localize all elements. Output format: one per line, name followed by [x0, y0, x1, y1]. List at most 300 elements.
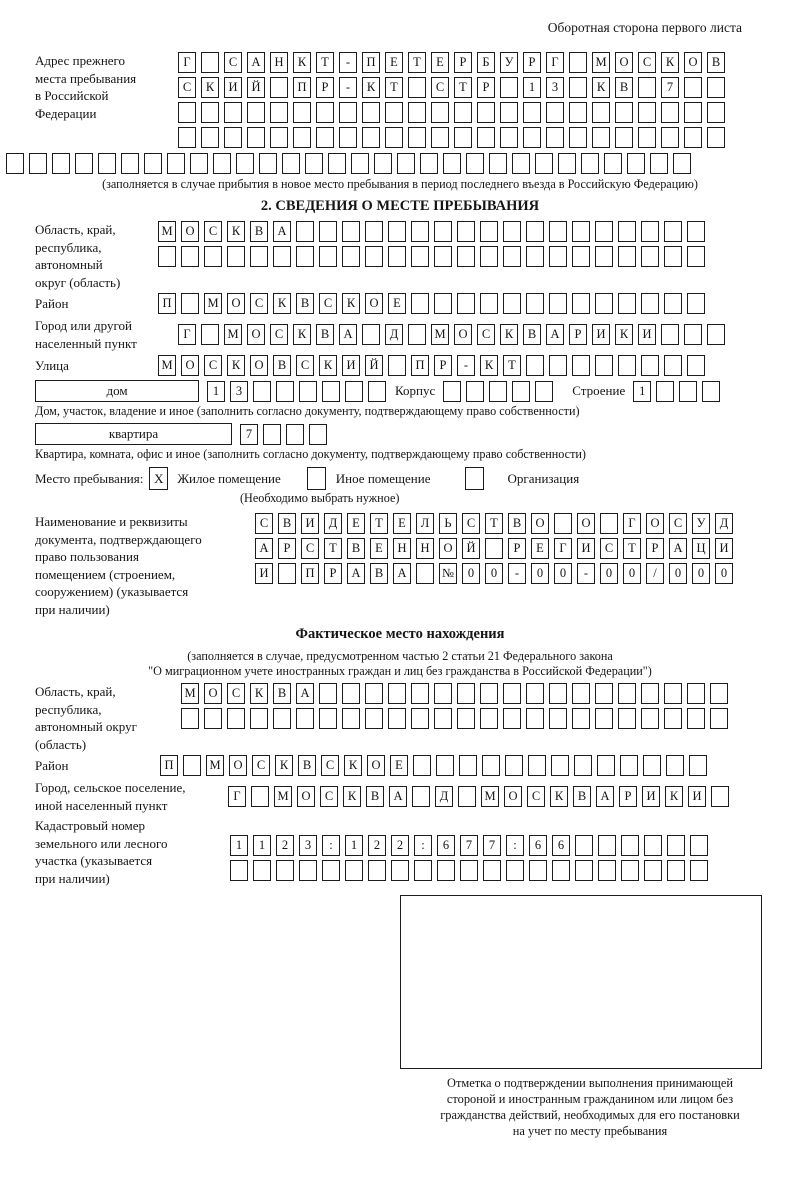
char-box-empty[interactable]: [666, 755, 684, 776]
char-box-filled[interactable]: О: [531, 513, 549, 534]
char-box-empty[interactable]: [270, 102, 288, 123]
char-box-filled[interactable]: 0: [600, 563, 618, 584]
char-box-empty[interactable]: [293, 102, 311, 123]
char-box-filled[interactable]: С: [250, 293, 268, 314]
char-box-empty[interactable]: [368, 860, 386, 881]
char-box-filled[interactable]: П: [362, 52, 380, 73]
char-box-filled[interactable]: В: [296, 293, 314, 314]
char-box-filled[interactable]: 3: [546, 77, 564, 98]
char-box-empty[interactable]: [664, 293, 682, 314]
char-box-empty[interactable]: [434, 293, 452, 314]
char-box-empty[interactable]: [391, 860, 409, 881]
char-box-empty[interactable]: [204, 246, 222, 267]
char-box-filled[interactable]: 7: [240, 424, 258, 445]
char-box-filled[interactable]: В: [250, 221, 268, 242]
char-box-empty[interactable]: [595, 683, 613, 704]
char-box-empty[interactable]: [618, 246, 636, 267]
char-box-filled[interactable]: М: [592, 52, 610, 73]
char-box-filled[interactable]: -: [577, 563, 595, 584]
char-box-filled[interactable]: М: [224, 324, 242, 345]
char-box-empty[interactable]: [273, 246, 291, 267]
char-box-empty[interactable]: [687, 246, 705, 267]
char-box-filled[interactable]: О: [365, 293, 383, 314]
char-box-empty[interactable]: [388, 708, 406, 729]
char-box-empty[interactable]: [247, 102, 265, 123]
char-box-empty[interactable]: [526, 708, 544, 729]
char-box-empty[interactable]: [213, 153, 231, 174]
char-box-empty[interactable]: [413, 755, 431, 776]
char-box-empty[interactable]: [457, 246, 475, 267]
char-box-filled[interactable]: Д: [435, 786, 453, 807]
char-box-empty[interactable]: [664, 246, 682, 267]
char-box-filled[interactable]: Г: [178, 324, 196, 345]
char-box-empty[interactable]: [638, 77, 656, 98]
char-box-empty[interactable]: [707, 77, 725, 98]
char-box-empty[interactable]: [183, 755, 201, 776]
char-box-empty[interactable]: [667, 835, 685, 856]
char-box-empty[interactable]: [345, 860, 363, 881]
char-box-filled[interactable]: К: [480, 355, 498, 376]
char-box-filled[interactable]: 0: [715, 563, 733, 584]
char-box-filled[interactable]: А: [273, 221, 291, 242]
char-box-empty[interactable]: [443, 153, 461, 174]
char-box-filled[interactable]: М: [431, 324, 449, 345]
char-box-filled[interactable]: /: [646, 563, 664, 584]
char-box-filled[interactable]: Г: [178, 52, 196, 73]
char-box-empty[interactable]: [420, 153, 438, 174]
char-box-filled[interactable]: 1: [523, 77, 541, 98]
char-box-empty[interactable]: [227, 246, 245, 267]
char-box-empty[interactable]: [689, 755, 707, 776]
char-box-filled[interactable]: О: [227, 293, 245, 314]
char-box-empty[interactable]: [526, 355, 544, 376]
char-box-filled[interactable]: К: [293, 324, 311, 345]
char-box-filled[interactable]: К: [293, 52, 311, 73]
char-box-filled[interactable]: 2: [276, 835, 294, 856]
char-box-filled[interactable]: С: [431, 77, 449, 98]
char-box-filled[interactable]: Р: [454, 52, 472, 73]
char-box-filled[interactable]: С: [462, 513, 480, 534]
char-box-empty[interactable]: [684, 102, 702, 123]
char-box-filled[interactable]: 6: [552, 835, 570, 856]
char-box-empty[interactable]: [627, 153, 645, 174]
char-box-filled[interactable]: И: [642, 786, 660, 807]
char-box-empty[interactable]: [664, 708, 682, 729]
char-box-filled[interactable]: С: [321, 755, 339, 776]
char-box-empty[interactable]: [618, 355, 636, 376]
char-box-empty[interactable]: [595, 708, 613, 729]
char-box-empty[interactable]: [572, 293, 590, 314]
char-box-empty[interactable]: [618, 708, 636, 729]
char-box-empty[interactable]: [558, 153, 576, 174]
char-box-empty[interactable]: [549, 708, 567, 729]
char-box-filled[interactable]: Е: [431, 52, 449, 73]
char-box-filled[interactable]: Й: [247, 77, 265, 98]
char-box-filled[interactable]: Б: [477, 52, 495, 73]
char-box-filled[interactable]: М: [206, 755, 224, 776]
char-box-filled[interactable]: С: [669, 513, 687, 534]
char-box-filled[interactable]: С: [477, 324, 495, 345]
char-box-filled[interactable]: А: [255, 538, 273, 559]
char-box-empty[interactable]: [416, 563, 434, 584]
char-box-filled[interactable]: М: [274, 786, 292, 807]
char-box-empty[interactable]: [667, 860, 685, 881]
char-box-empty[interactable]: [581, 153, 599, 174]
char-box-filled[interactable]: С: [204, 355, 222, 376]
char-box-filled[interactable]: С: [178, 77, 196, 98]
char-box-empty[interactable]: [322, 381, 340, 402]
char-box-filled[interactable]: С: [252, 755, 270, 776]
char-box-empty[interactable]: [459, 755, 477, 776]
char-box-filled[interactable]: О: [181, 221, 199, 242]
char-box-filled[interactable]: 0: [485, 563, 503, 584]
char-box-empty[interactable]: [575, 860, 593, 881]
char-box-empty[interactable]: [52, 153, 70, 174]
char-box-empty[interactable]: [549, 246, 567, 267]
char-box-filled[interactable]: В: [573, 786, 591, 807]
char-box-filled[interactable]: У: [500, 52, 518, 73]
char-box-empty[interactable]: [687, 221, 705, 242]
char-box-filled[interactable]: :: [322, 835, 340, 856]
char-box-filled[interactable]: П: [158, 293, 176, 314]
char-box-filled[interactable]: Р: [508, 538, 526, 559]
char-box-empty[interactable]: [457, 221, 475, 242]
char-box-filled[interactable]: -: [339, 52, 357, 73]
char-box-empty[interactable]: [443, 381, 461, 402]
checkbox-organizatsiya[interactable]: [465, 467, 484, 490]
char-box-empty[interactable]: [661, 127, 679, 148]
char-box-filled[interactable]: О: [250, 355, 268, 376]
char-box-filled[interactable]: О: [204, 683, 222, 704]
char-box-filled[interactable]: М: [204, 293, 222, 314]
char-box-filled[interactable]: Л: [416, 513, 434, 534]
char-box-filled[interactable]: Е: [347, 513, 365, 534]
char-box-empty[interactable]: [362, 127, 380, 148]
char-box-filled[interactable]: О: [247, 324, 265, 345]
char-box-empty[interactable]: [411, 246, 429, 267]
char-box-filled[interactable]: О: [367, 755, 385, 776]
char-box-empty[interactable]: [664, 683, 682, 704]
char-box-filled[interactable]: Е: [393, 513, 411, 534]
char-box-empty[interactable]: [526, 246, 544, 267]
char-box-empty[interactable]: [500, 77, 518, 98]
char-box-empty[interactable]: [98, 153, 116, 174]
char-box-empty[interactable]: [618, 683, 636, 704]
char-box-empty[interactable]: [299, 381, 317, 402]
char-box-filled[interactable]: К: [500, 324, 518, 345]
char-box-empty[interactable]: [362, 102, 380, 123]
char-box-empty[interactable]: [6, 153, 24, 174]
char-box-filled[interactable]: В: [316, 324, 334, 345]
char-box-empty[interactable]: [319, 683, 337, 704]
char-box-empty[interactable]: [397, 153, 415, 174]
char-box-filled[interactable]: Т: [408, 52, 426, 73]
char-box-empty[interactable]: [270, 127, 288, 148]
char-box-empty[interactable]: [434, 708, 452, 729]
char-box-empty[interactable]: [551, 755, 569, 776]
char-box-empty[interactable]: [595, 293, 613, 314]
char-box-filled[interactable]: Р: [523, 52, 541, 73]
char-box-empty[interactable]: [664, 355, 682, 376]
char-box-empty[interactable]: [190, 153, 208, 174]
char-box-filled[interactable]: И: [715, 538, 733, 559]
char-box-empty[interactable]: [224, 127, 242, 148]
char-box-empty[interactable]: [546, 127, 564, 148]
char-box-filled[interactable]: С: [600, 538, 618, 559]
char-box-empty[interactable]: [319, 221, 337, 242]
char-box-filled[interactable]: А: [596, 786, 614, 807]
char-box-empty[interactable]: [201, 324, 219, 345]
char-box-filled[interactable]: П: [160, 755, 178, 776]
char-box-filled[interactable]: Г: [623, 513, 641, 534]
char-box-empty[interactable]: [342, 221, 360, 242]
char-box-filled[interactable]: С: [319, 293, 337, 314]
char-box-empty[interactable]: [503, 708, 521, 729]
char-box-empty[interactable]: [485, 538, 503, 559]
char-box-empty[interactable]: [273, 708, 291, 729]
char-box-empty[interactable]: [368, 381, 386, 402]
char-box-filled[interactable]: В: [273, 355, 291, 376]
char-box-empty[interactable]: [454, 102, 472, 123]
char-box-empty[interactable]: [411, 683, 429, 704]
char-box-empty[interactable]: [457, 293, 475, 314]
char-box-filled[interactable]: 0: [692, 563, 710, 584]
char-box-empty[interactable]: [526, 293, 544, 314]
char-box-empty[interactable]: [431, 127, 449, 148]
char-box-filled[interactable]: К: [343, 786, 361, 807]
char-box-empty[interactable]: [480, 708, 498, 729]
char-box-empty[interactable]: [641, 355, 659, 376]
char-box-empty[interactable]: [549, 355, 567, 376]
char-box-empty[interactable]: [299, 860, 317, 881]
char-box-empty[interactable]: [687, 683, 705, 704]
char-box-empty[interactable]: [595, 355, 613, 376]
char-box-filled[interactable]: С: [227, 683, 245, 704]
char-box-empty[interactable]: [414, 860, 432, 881]
char-box-empty[interactable]: [296, 246, 314, 267]
char-box-empty[interactable]: [342, 708, 360, 729]
char-box-filled[interactable]: И: [592, 324, 610, 345]
char-box-filled[interactable]: К: [319, 355, 337, 376]
char-box-empty[interactable]: [523, 102, 541, 123]
char-box-filled[interactable]: 0: [554, 563, 572, 584]
char-box-empty[interactable]: [276, 860, 294, 881]
char-box-filled[interactable]: И: [224, 77, 242, 98]
char-box-filled[interactable]: 7: [661, 77, 679, 98]
char-box-filled[interactable]: Р: [569, 324, 587, 345]
char-box-empty[interactable]: [457, 683, 475, 704]
char-box-empty[interactable]: [572, 221, 590, 242]
char-box-empty[interactable]: [305, 153, 323, 174]
char-box-empty[interactable]: [408, 127, 426, 148]
char-box-filled[interactable]: О: [504, 786, 522, 807]
char-box-filled[interactable]: О: [297, 786, 315, 807]
char-box-empty[interactable]: [224, 102, 242, 123]
char-box-empty[interactable]: [437, 860, 455, 881]
char-box-empty[interactable]: [687, 293, 705, 314]
char-box-empty[interactable]: [604, 153, 622, 174]
char-box-empty[interactable]: [408, 77, 426, 98]
char-box-empty[interactable]: [259, 153, 277, 174]
char-box-filled[interactable]: 3: [230, 381, 248, 402]
char-box-empty[interactable]: [592, 127, 610, 148]
char-box-filled[interactable]: Е: [390, 755, 408, 776]
char-box-empty[interactable]: [181, 708, 199, 729]
char-box-filled[interactable]: С: [296, 355, 314, 376]
char-box-empty[interactable]: [339, 127, 357, 148]
char-box-filled[interactable]: М: [158, 355, 176, 376]
char-box-filled[interactable]: Р: [324, 563, 342, 584]
char-box-filled[interactable]: Т: [385, 77, 403, 98]
char-box-empty[interactable]: [322, 860, 340, 881]
char-box-empty[interactable]: [641, 683, 659, 704]
char-box-filled[interactable]: К: [250, 683, 268, 704]
char-box-empty[interactable]: [615, 102, 633, 123]
char-box-empty[interactable]: [286, 424, 304, 445]
char-box-empty[interactable]: [339, 102, 357, 123]
char-box-filled[interactable]: У: [692, 513, 710, 534]
char-box-empty[interactable]: [569, 77, 587, 98]
char-box-empty[interactable]: [328, 153, 346, 174]
char-box-empty[interactable]: [618, 221, 636, 242]
char-box-filled[interactable]: К: [665, 786, 683, 807]
char-box-empty[interactable]: [710, 708, 728, 729]
char-box-empty[interactable]: [251, 786, 269, 807]
char-box-empty[interactable]: [621, 860, 639, 881]
checkbox-inoe-pomeshchenie[interactable]: [307, 467, 326, 490]
char-box-filled[interactable]: Е: [385, 52, 403, 73]
char-box-empty[interactable]: [316, 102, 334, 123]
char-box-empty[interactable]: [641, 708, 659, 729]
char-box-empty[interactable]: [454, 127, 472, 148]
char-box-filled[interactable]: Т: [485, 513, 503, 534]
char-box-empty[interactable]: [230, 860, 248, 881]
char-box-filled[interactable]: Г: [554, 538, 572, 559]
char-box-filled[interactable]: Р: [316, 77, 334, 98]
char-box-empty[interactable]: [500, 102, 518, 123]
char-box-filled[interactable]: П: [411, 355, 429, 376]
char-box-empty[interactable]: [572, 246, 590, 267]
char-box-empty[interactable]: [158, 246, 176, 267]
char-box-empty[interactable]: [201, 102, 219, 123]
char-box-empty[interactable]: [615, 127, 633, 148]
char-box-empty[interactable]: [412, 786, 430, 807]
char-box-filled[interactable]: А: [669, 538, 687, 559]
char-box-filled[interactable]: В: [278, 513, 296, 534]
char-box-empty[interactable]: [365, 246, 383, 267]
char-box-filled[interactable]: К: [362, 77, 380, 98]
char-box-filled[interactable]: В: [347, 538, 365, 559]
char-box-empty[interactable]: [656, 381, 674, 402]
char-box-empty[interactable]: [477, 127, 495, 148]
char-box-filled[interactable]: Й: [365, 355, 383, 376]
char-box-filled[interactable]: О: [229, 755, 247, 776]
char-box-empty[interactable]: [598, 860, 616, 881]
char-box-filled[interactable]: О: [439, 538, 457, 559]
char-box-empty[interactable]: [365, 221, 383, 242]
char-box-empty[interactable]: [434, 683, 452, 704]
char-box-empty[interactable]: [293, 127, 311, 148]
char-box-empty[interactable]: [638, 127, 656, 148]
char-box-empty[interactable]: [385, 127, 403, 148]
char-box-empty[interactable]: [503, 293, 521, 314]
char-box-filled[interactable]: 1: [253, 835, 271, 856]
char-box-empty[interactable]: [181, 293, 199, 314]
char-box-empty[interactable]: [503, 683, 521, 704]
char-box-empty[interactable]: [572, 683, 590, 704]
char-box-empty[interactable]: [342, 683, 360, 704]
char-box-filled[interactable]: И: [638, 324, 656, 345]
char-box-empty[interactable]: [549, 293, 567, 314]
char-box-empty[interactable]: [503, 221, 521, 242]
char-box-empty[interactable]: [711, 786, 729, 807]
char-box-empty[interactable]: [319, 246, 337, 267]
char-box-filled[interactable]: М: [158, 221, 176, 242]
char-box-filled[interactable]: 0: [531, 563, 549, 584]
char-box-empty[interactable]: [480, 246, 498, 267]
char-box-empty[interactable]: [319, 708, 337, 729]
char-box-filled[interactable]: О: [684, 52, 702, 73]
char-box-empty[interactable]: [575, 835, 593, 856]
char-box-filled[interactable]: Й: [462, 538, 480, 559]
char-box-filled[interactable]: В: [523, 324, 541, 345]
char-box-empty[interactable]: [296, 221, 314, 242]
char-box-empty[interactable]: [411, 293, 429, 314]
char-box-filled[interactable]: Г: [546, 52, 564, 73]
char-box-filled[interactable]: К: [615, 324, 633, 345]
char-box-filled[interactable]: П: [301, 563, 319, 584]
char-box-empty[interactable]: [480, 683, 498, 704]
char-box-empty[interactable]: [554, 513, 572, 534]
char-box-filled[interactable]: Д: [715, 513, 733, 534]
char-box-empty[interactable]: [365, 708, 383, 729]
char-box-empty[interactable]: [710, 683, 728, 704]
char-box-empty[interactable]: [466, 381, 484, 402]
char-box-empty[interactable]: [362, 324, 380, 345]
char-box-empty[interactable]: [512, 153, 530, 174]
char-box-filled[interactable]: А: [339, 324, 357, 345]
char-box-filled[interactable]: Д: [385, 324, 403, 345]
char-box-empty[interactable]: [529, 860, 547, 881]
char-box-empty[interactable]: [535, 381, 553, 402]
char-box-empty[interactable]: [374, 153, 392, 174]
char-box-empty[interactable]: [178, 102, 196, 123]
char-box-filled[interactable]: 1: [345, 835, 363, 856]
char-box-empty[interactable]: [595, 246, 613, 267]
char-box-filled[interactable]: Е: [370, 538, 388, 559]
char-box-filled[interactable]: О: [454, 324, 472, 345]
char-box-filled[interactable]: В: [298, 755, 316, 776]
char-box-empty[interactable]: [121, 153, 139, 174]
char-box-empty[interactable]: [411, 708, 429, 729]
char-box-filled[interactable]: Н: [393, 538, 411, 559]
char-box-filled[interactable]: М: [481, 786, 499, 807]
char-box-filled[interactable]: Д: [324, 513, 342, 534]
char-box-empty[interactable]: [641, 246, 659, 267]
char-box-empty[interactable]: [673, 153, 691, 174]
char-box-empty[interactable]: [408, 102, 426, 123]
char-box-filled[interactable]: Т: [316, 52, 334, 73]
char-box-filled[interactable]: 6: [437, 835, 455, 856]
char-box-filled[interactable]: К: [275, 755, 293, 776]
char-box-filled[interactable]: 7: [460, 835, 478, 856]
char-box-empty[interactable]: [483, 860, 501, 881]
char-box-filled[interactable]: Р: [646, 538, 664, 559]
char-box-empty[interactable]: [431, 102, 449, 123]
char-box-empty[interactable]: [204, 708, 222, 729]
char-box-filled[interactable]: 3: [299, 835, 317, 856]
char-box-filled[interactable]: Т: [503, 355, 521, 376]
